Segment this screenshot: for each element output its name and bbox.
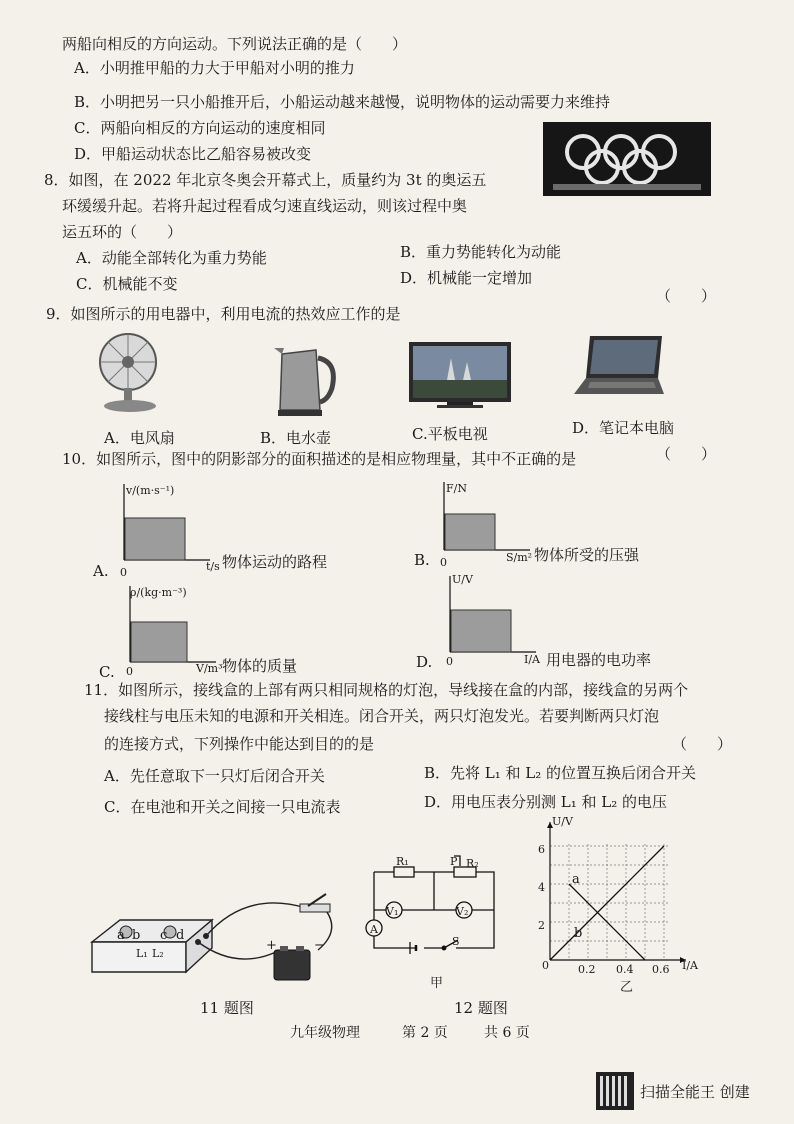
q8-option-c: C．机械能不变 bbox=[76, 275, 178, 293]
fig11-label-d: d bbox=[176, 928, 185, 943]
q10-a-desc: 物体运动的路程 bbox=[222, 553, 328, 571]
fig12-v2: V₂ bbox=[456, 905, 469, 918]
q8-line3: 运五环的（ ） bbox=[62, 223, 183, 241]
fig12-ytick-2: 2 bbox=[538, 919, 545, 932]
q10-paren: （ ） bbox=[656, 445, 717, 463]
fig12-v1: V₁ bbox=[386, 905, 399, 918]
q9-option-c: C.平板电视 bbox=[412, 425, 488, 443]
footer-grade: 九年级物理 bbox=[290, 1025, 360, 1041]
fig12-switch: S bbox=[452, 935, 460, 948]
q10-d-letter: D. bbox=[416, 653, 433, 671]
q10-d-origin: 0 bbox=[446, 655, 453, 668]
q7-option-a: A．小明推甲船的力大于甲船对小明的推力 bbox=[74, 59, 355, 77]
q10-b-desc: 物体所受的压强 bbox=[534, 546, 640, 564]
q10-a-xlabel: t/s bbox=[206, 560, 220, 573]
fig12-circuit bbox=[360, 848, 512, 960]
q11-option-a: A．先任意取下一只灯后闭合开关 bbox=[104, 767, 325, 785]
electric-fan-image bbox=[92, 330, 168, 414]
fig11-label-b: b bbox=[132, 928, 141, 943]
fig12-xtick-02: 0.2 bbox=[578, 963, 596, 976]
fig12-origin: 0 bbox=[542, 959, 549, 972]
q10-d-ylabel: U/V bbox=[452, 573, 473, 586]
footer-total: 共 6 页 bbox=[484, 1025, 530, 1041]
q9-option-a: A．电风扇 bbox=[104, 429, 175, 447]
q11-option-b: B．先将 L₁ 和 L₂ 的位置互换后闭合开关 bbox=[424, 764, 697, 782]
q9-option-d: D．笔记本电脑 bbox=[572, 419, 675, 437]
q10-c-desc: 物体的质量 bbox=[222, 657, 298, 675]
q10-c-origin: 0 bbox=[126, 665, 133, 678]
q11-line2: 接线柱与电压未知的电源和开关相连。闭合开关，两只灯泡发光。若要判断两只灯泡 bbox=[104, 707, 660, 725]
fig12-p: P bbox=[450, 855, 458, 868]
q11-option-d: D．用电压表分别测 L₁ 和 L₂ 的电压 bbox=[424, 793, 668, 811]
q10-a-ylabel: v/(m·s⁻¹) bbox=[126, 484, 175, 497]
footer-page: 第 2 页 bbox=[402, 1025, 448, 1041]
q10-b-letter: B. bbox=[414, 551, 430, 569]
fig12-line-b-label: b bbox=[574, 926, 583, 941]
fig12-caption: 12 题图 bbox=[454, 999, 508, 1017]
q7-option-d: D．甲船运动状态比乙船容易被改变 bbox=[74, 145, 312, 163]
olympic-rings-image bbox=[543, 122, 711, 196]
electric-kettle-image bbox=[272, 340, 342, 418]
q11-option-c: C．在电池和开关之间接一只电流表 bbox=[104, 798, 341, 816]
fig11-minus: − bbox=[314, 938, 325, 953]
q8-line2: 环缓缓升起。若将升起过程看成匀速直线运动，则该过程中奥 bbox=[62, 197, 468, 215]
q11-line3: 的连接方式，下列操作中能达到目的的是 bbox=[104, 735, 375, 753]
fig12-yi: 乙 bbox=[620, 980, 634, 995]
fig11-label-l2: L₂ bbox=[152, 947, 164, 960]
fig12-graph bbox=[536, 812, 696, 976]
q7-option-b: B．小明把另一只小船推开后，小船运动越来越慢，说明物体的运动需要力来维持 bbox=[74, 93, 611, 111]
q10-stem: 10．如图所示，图中的阴影部分的面积描述的是相应物理量，其中不正确的是 bbox=[62, 450, 577, 468]
q10-b-origin: 0 bbox=[440, 556, 447, 569]
fig12-ytick-6: 6 bbox=[538, 843, 545, 856]
q9-stem: 9．如图所示的用电器中，利用电流的热效应工作的是 bbox=[46, 305, 401, 323]
q11-line1: 11．如图所示，接线盒的上部有两只相同规格的灯泡，导线接在盒的内部，接线盒的另两个 bbox=[84, 681, 689, 699]
fig12-ammeter: A bbox=[370, 923, 378, 936]
laptop-image bbox=[570, 332, 666, 404]
fig11-label-c: c bbox=[160, 928, 168, 943]
fig11-label-a: a bbox=[117, 928, 125, 943]
q10-d-xlabel: I/A bbox=[524, 653, 540, 666]
q7-stem: 两船向相反的方向运动。下列说法正确的是（ ） bbox=[62, 35, 408, 53]
q10-d-desc: 用电器的电功率 bbox=[546, 651, 652, 669]
q8-option-b: B．重力势能转化为动能 bbox=[400, 243, 562, 261]
fig12-r2: R₂ bbox=[466, 857, 479, 870]
fig12-jia: 甲 bbox=[430, 976, 444, 991]
fig11-plus: + bbox=[266, 938, 277, 953]
qr-code-icon bbox=[596, 1072, 634, 1110]
q10-c-xlabel: V/m³ bbox=[196, 662, 223, 675]
q10-c-letter: C. bbox=[99, 663, 115, 681]
q9-paren: （ ） bbox=[656, 287, 717, 305]
q9-option-b: B．电水壶 bbox=[260, 429, 332, 447]
fig11-apparatus bbox=[86, 880, 346, 990]
fig12-ytick-4: 4 bbox=[538, 881, 545, 894]
fig12-r1: R₁ bbox=[396, 855, 409, 868]
q10-b-ylabel: F/N bbox=[446, 482, 467, 495]
fig12-xtick-04: 0.4 bbox=[616, 963, 634, 976]
fig12-xtick-06: 0.6 bbox=[652, 963, 670, 976]
flat-tv-image bbox=[407, 340, 513, 410]
fig12-graph-xlabel: I/A bbox=[682, 959, 698, 972]
fig12-line-a-label: a bbox=[572, 872, 580, 887]
q8-option-a: A．动能全部转化为重力势能 bbox=[76, 249, 267, 267]
fig12-graph-ylabel: U/V bbox=[552, 815, 573, 828]
scanner-watermark: 扫描全能王 创建 bbox=[640, 1083, 750, 1101]
fig11-label-l1: L₁ bbox=[136, 947, 148, 960]
q8-line1: 8．如图，在 2022 年北京冬奥会开幕式上，质量约为 3t 的奥运五 bbox=[44, 171, 487, 189]
q8-option-d: D．机械能一定增加 bbox=[400, 269, 533, 287]
fig11-caption: 11 题图 bbox=[200, 999, 254, 1017]
q10-a-origin: 0 bbox=[120, 566, 127, 579]
q10-b-xlabel: S/m² bbox=[506, 551, 533, 564]
q7-option-c: C．两船向相反的方向运动的速度相同 bbox=[74, 119, 326, 137]
q11-paren: （ ） bbox=[672, 735, 733, 753]
q10-a-letter: A. bbox=[93, 562, 109, 580]
q10-c-ylabel: ρ/(kg·m⁻³) bbox=[130, 586, 187, 599]
